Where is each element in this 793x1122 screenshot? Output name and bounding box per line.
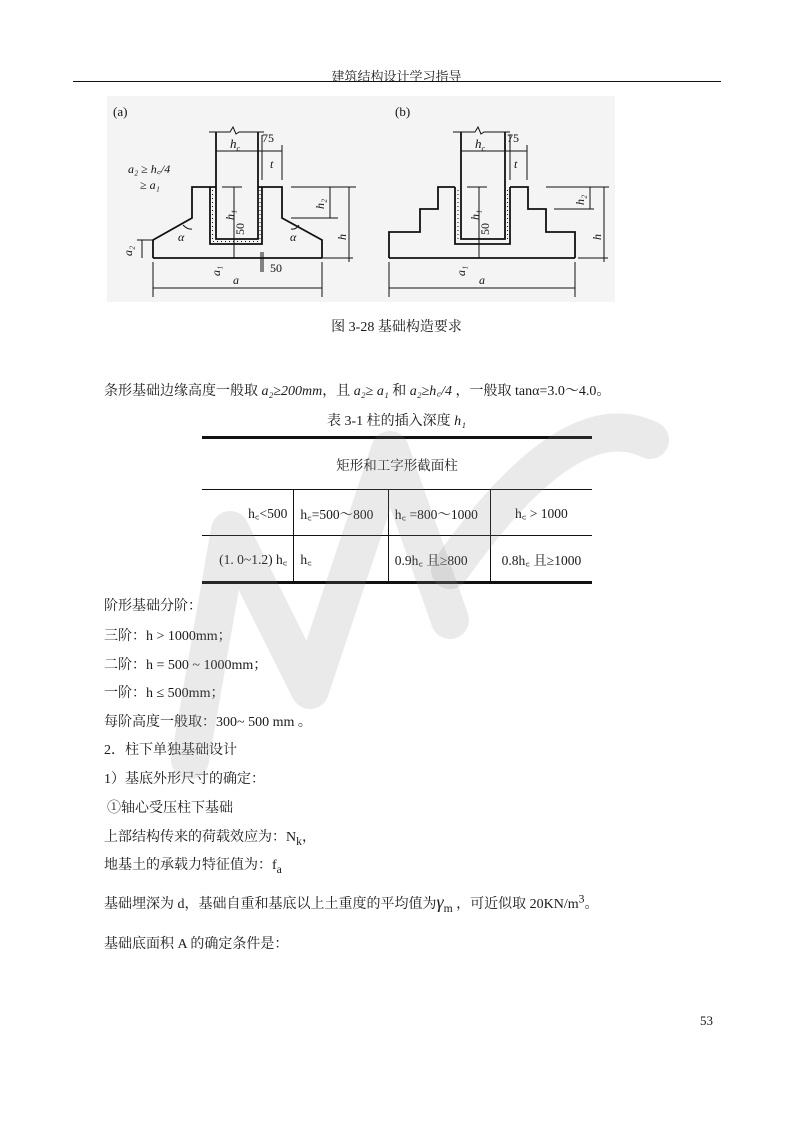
table-title: 表 3-1 柱的插入深度 h₁: [326, 414, 467, 429]
table-header-cell: h꜀ =800～1000: [388, 490, 490, 536]
running-header: 建筑结构设计学习指导: [331, 69, 462, 84]
condition-a2: a₂ ≥ h꜀/4: [128, 162, 171, 176]
page-number: 53: [700, 1013, 713, 1028]
steps-heading: 阶形基础分阶：: [104, 599, 202, 614]
figure-caption: 图 3-28 基础构造要求: [331, 320, 462, 335]
step-item: 一阶：h ≤ 500mm；: [104, 686, 225, 701]
area-text: 基础底面积 A 的确定条件是：: [104, 937, 289, 952]
foundation-diagram: [107, 96, 615, 302]
subsection-item: ①轴心受压柱下基础: [107, 801, 233, 816]
svg-text:75: 75: [262, 131, 274, 145]
table-cell: 0.9h꜀ 且≥800: [388, 536, 490, 583]
table-group-header-row: [202, 438, 592, 490]
svg-text:a: a: [233, 273, 239, 287]
svg-text:h: h: [335, 234, 349, 240]
svg-text:50: 50: [270, 261, 282, 275]
svg-text:h₂: h₂: [573, 194, 587, 205]
header-rule: [73, 81, 721, 82]
strip-foundation-paragraph: 条形基础边缘高度一般取 a₂≥200mm，且 a₂≥ a₁ 和 a₂≥h꜀/4 ，一般取 tanα=3.0～4.0。: [104, 384, 611, 399]
svg-text:h: h: [590, 234, 604, 240]
table-header-cell: h꜀=500～800: [294, 490, 388, 536]
table-cell: h꜀: [294, 536, 388, 583]
svg-text:a: a: [479, 273, 485, 287]
step-item: 二阶：h = 500 ~ 1000mm；: [104, 658, 268, 673]
load-text: 上部结构传来的荷载效应为：$N_k$，: [104, 830, 316, 848]
svg-text:50: 50: [478, 223, 492, 235]
subsection-title: 1）基底外形尺寸的确定：: [104, 772, 265, 787]
svg-text:75: 75: [507, 131, 519, 145]
svg-text:h₂: h₂: [313, 198, 327, 209]
depth-text: 基础埋深为 d，基础自重和基底以上土重度的平均值为$\gamma_m$ ，可近似取 $20KN/m^3$。: [104, 892, 599, 915]
svg-text:50: 50: [233, 223, 247, 235]
svg-text:a₂: a₂: [121, 245, 135, 256]
table-cell: 0.8h꜀ 且≥1000: [490, 536, 592, 583]
condition-a1: ≥ a₁: [140, 178, 160, 192]
svg-text:a₁: a₁: [209, 265, 223, 276]
svg-text:h₁: h₁: [223, 209, 237, 220]
panel-b-label: (b): [395, 104, 411, 119]
section-title: 2．柱下单独基础设计: [104, 743, 237, 758]
foundation-figure: [107, 96, 615, 302]
table-header-cell: h꜀ > 1000: [490, 490, 592, 536]
step-height-text: 每阶高度一般取：300~ 500 mm 。: [104, 715, 312, 730]
svg-text:hc: $h_c$: [230, 136, 241, 153]
svg-text:α: α: [178, 230, 185, 244]
table-row: [202, 536, 592, 583]
table-header-cell: h꜀<500: [202, 490, 294, 536]
table-cell: (1. 0~1.2) h꜀: [202, 536, 294, 583]
table-group-header: 矩形和工字形截面柱: [202, 438, 592, 490]
bearing-text: 地基土的承载力特征值为：$f_a$: [104, 858, 282, 876]
table-header-row: [202, 490, 592, 536]
svg-text:t: t: [270, 157, 274, 171]
svg-text:t: t: [514, 157, 518, 171]
svg-text:hc: $h_c$: [475, 136, 486, 153]
svg-text:α: α: [290, 230, 297, 244]
svg-text:h₁: h₁: [468, 209, 482, 220]
panel-a-label: (a): [113, 104, 128, 119]
svg-text:a₁: a₁: [454, 265, 468, 276]
step-item: 三阶：h > 1000mm；: [104, 629, 232, 644]
insertion-depth-table: [202, 436, 592, 584]
